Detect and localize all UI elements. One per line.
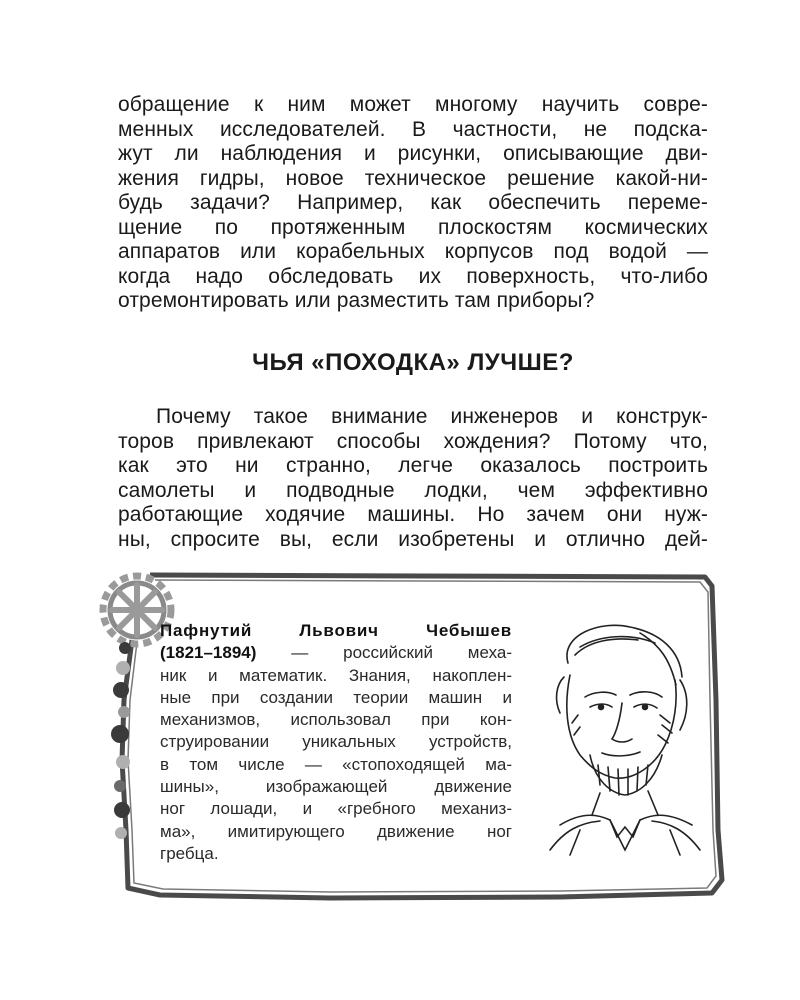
text-line: отремонтировать или разместить там приборы?: [118, 289, 595, 312]
bio-text: [160, 620, 512, 865]
text-line: менных исследователей. В частности, не подска-: [118, 117, 708, 141]
text-line: работающие ходячие машины. Но зачем они нуж-: [118, 503, 708, 526]
section-heading: ЧЬЯ «ПОХОДКА» ЛУЧШЕ?: [252, 349, 574, 376]
text-line: ны, спросите вы, если изобретены и отлично дей-: [118, 527, 708, 551]
text-line: жения гидры, новое техническое решение какой-ни-: [118, 166, 708, 190]
text-line: обращение к ним может многому научить совре-: [118, 93, 708, 116]
text-line: самолеты и подводные лодки, чем эффективно: [118, 478, 708, 502]
text-line: струировании уникальных устройств,: [160, 732, 512, 752]
text-line: аппаратов или корабельных корпусов под водой —: [118, 240, 708, 263]
text-line: когда надо обследовать их поверхность, что-либо: [118, 264, 708, 288]
text-line: в том числе — «стопоходящей ма-: [160, 754, 512, 774]
text-line: ног лошади, и «гребного механиз-: [160, 799, 512, 819]
text-line: (1821–1894) — российский меха-: [160, 643, 512, 663]
text-line: гребца.: [160, 843, 219, 863]
decorative-dots: [105, 640, 145, 860]
text-line: шины», изображающей движение: [160, 777, 512, 797]
text-line: ные при создании теории машин и: [160, 687, 512, 707]
text-line: жут ли наблюдения и рисунки, описывающие дви-: [118, 142, 708, 165]
text-line: механизмов, использовал при кон-: [160, 710, 512, 730]
text-line: будь задачи? Например, как обеспечить переме-: [118, 191, 708, 214]
text-line: щение по протяженным плоскостям космических: [118, 215, 708, 239]
portrait-illustration: [520, 615, 710, 860]
text-line: как это ни странно, легче оказалось построить: [118, 454, 708, 477]
text-line: Почему такое внимание инженеров и конструк-: [156, 405, 708, 428]
text-line: торов привлекают способы хождения? Потому что,: [118, 429, 708, 453]
bio-years: (1821–1894): [160, 643, 257, 663]
bio-name: Пафнутий Львович Чебышев: [160, 621, 512, 640]
text-line: ник и математик. Знания, накоплен-: [160, 665, 512, 685]
text-line: ма», имитирующего движение ног: [160, 821, 512, 841]
